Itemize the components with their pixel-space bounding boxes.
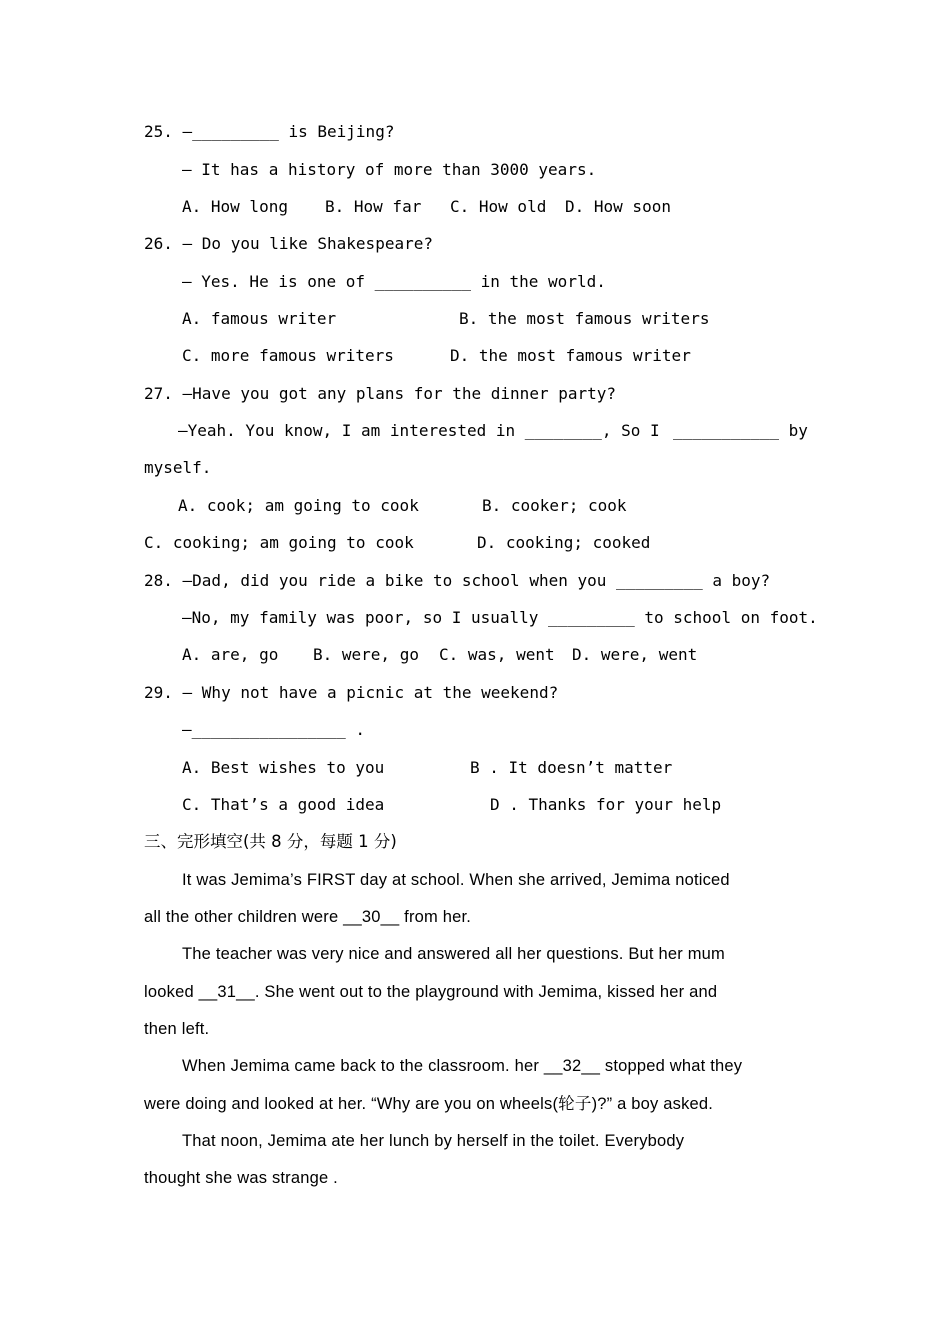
q27-answer: —Yeah. You know, I am interested in ________, So I bbox=[178, 421, 660, 440]
passage-line: all the other children were __30__ from her. bbox=[144, 908, 472, 926]
q25-stem: 25. —_________ is Beijing? bbox=[144, 122, 395, 141]
q25-option-b: B. How far bbox=[325, 197, 422, 216]
passage-line: looked __31__. She went out to the playground with Jemima, kissed her and bbox=[144, 983, 718, 1001]
q25-option-d: D. How soon bbox=[565, 197, 671, 216]
q27-answer-blank: ___________ by bbox=[673, 421, 808, 440]
q25-option-a: A. How long bbox=[182, 197, 288, 216]
q27-option-b: B. cooker; cook bbox=[482, 496, 627, 515]
q28-option-c: C. was, went bbox=[439, 645, 555, 664]
passage-line: were doing and looked at her. “Why are you on wheels(轮子)?” a boy asked. bbox=[144, 1095, 714, 1113]
q28-option-a: A. are, go bbox=[182, 645, 279, 664]
q29-stem: 29. — Why not have a picnic at the weekend? bbox=[144, 683, 559, 702]
section-heading: 三、完形填空(共 8 分，每题 1 分) bbox=[144, 832, 397, 851]
passage-line: That noon, Jemima ate her lunch by herself in the toilet. Everybody bbox=[182, 1132, 685, 1150]
q29-option-a: A. Best wishes to you bbox=[182, 758, 385, 777]
q29-option-b: B . It doesn’t matter bbox=[470, 758, 673, 777]
q27-stem: 27. —Have you got any plans for the dinner party? bbox=[144, 384, 617, 403]
passage-line: then left. bbox=[144, 1020, 210, 1038]
q25-answer: — It has a history of more than 3000 years. bbox=[182, 160, 597, 179]
q27-option-a: A. cook; am going to cook bbox=[178, 496, 419, 515]
q29-option-c: C. That’s a good idea bbox=[182, 795, 385, 814]
q28-option-b: B. were, go bbox=[313, 645, 419, 664]
passage-line: It was Jemima’s FIRST day at school. When she arrived, Jemima noticed bbox=[182, 871, 730, 889]
q28-option-d: D. were, went bbox=[572, 645, 698, 664]
q27-option-c: C. cooking; am going to cook bbox=[144, 533, 414, 552]
q28-stem: 28. —Dad, did you ride a bike to school when you _________ a boy? bbox=[144, 571, 771, 590]
passage-line: The teacher was very nice and answered all her questions. But her mum bbox=[182, 945, 725, 963]
passage-line: When Jemima came back to the classroom. her __32__ stopped what they bbox=[182, 1057, 743, 1075]
q26-option-a: A. famous writer bbox=[182, 309, 337, 328]
q29-option-d: D . Thanks for your help bbox=[490, 795, 722, 814]
q29-answer: —________________ . bbox=[182, 720, 366, 739]
q26-answer: — Yes. He is one of __________ in the world. bbox=[182, 272, 606, 291]
q28-answer: —No, my family was poor, so I usually _________ to school on foot. bbox=[182, 608, 818, 627]
q26-option-d: D. the most famous writer bbox=[450, 346, 691, 365]
q27-option-d: D. cooking; cooked bbox=[477, 533, 651, 552]
passage-line: thought she was strange . bbox=[144, 1169, 338, 1187]
q27-answer-cont: myself. bbox=[144, 458, 212, 477]
q26-stem: 26. — Do you like Shakespeare? bbox=[144, 234, 433, 253]
q25-option-c: C. How old bbox=[450, 197, 547, 216]
q26-option-c: C. more famous writers bbox=[182, 346, 394, 365]
q26-option-b: B. the most famous writers bbox=[459, 309, 710, 328]
